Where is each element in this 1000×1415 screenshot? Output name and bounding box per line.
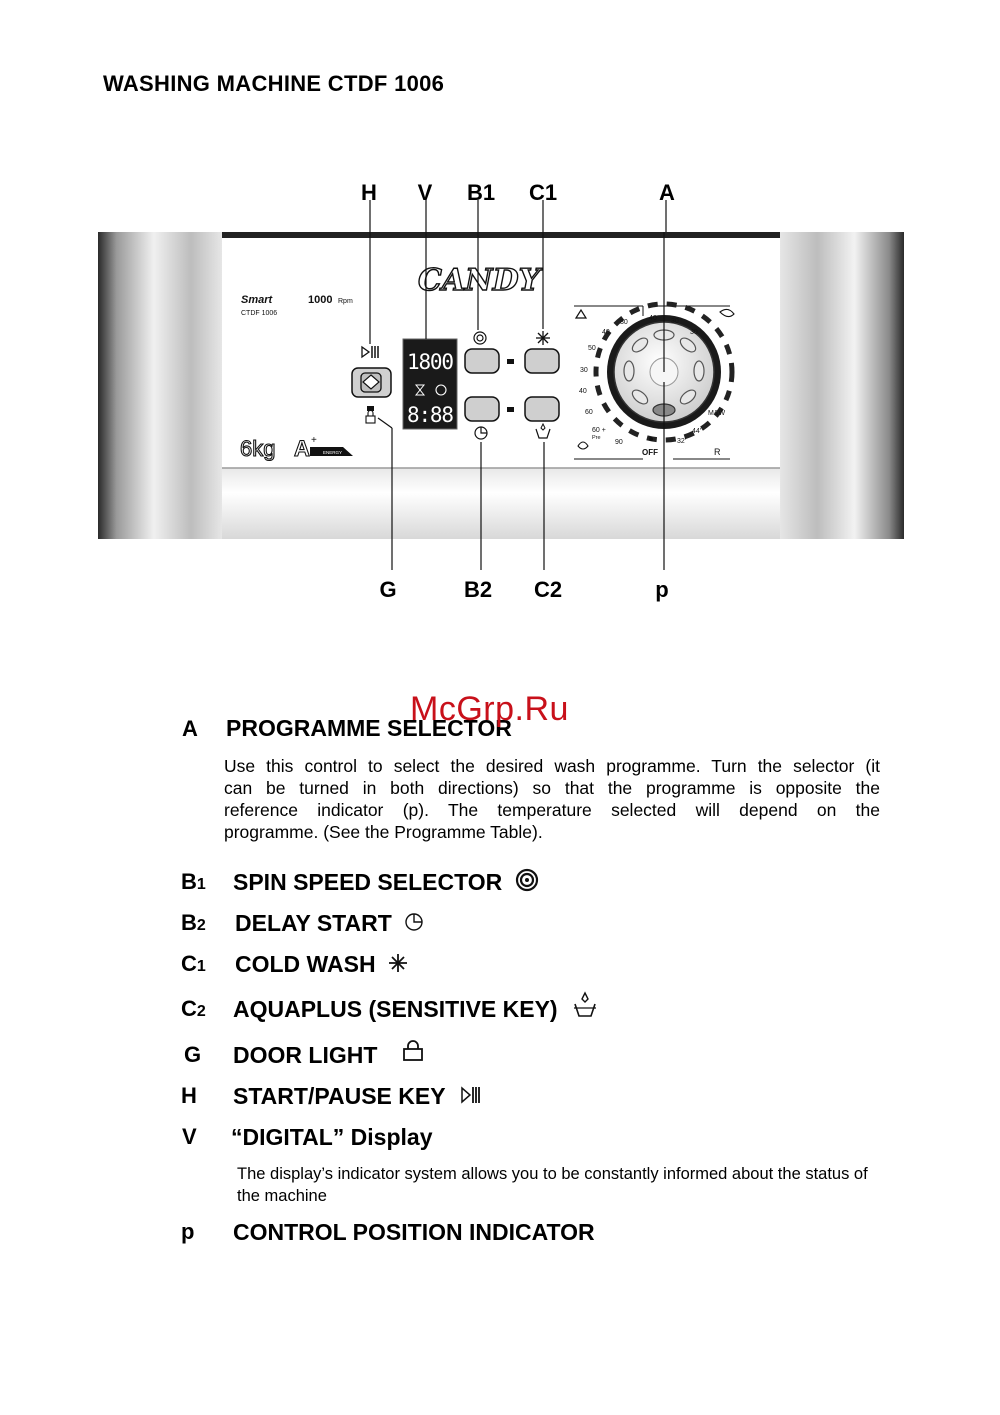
energy-class: A bbox=[294, 436, 310, 461]
item-c1-letter: C1 bbox=[181, 951, 206, 976]
svg-text:40: 40 bbox=[602, 329, 610, 336]
aquaplus-icon bbox=[572, 990, 598, 1020]
delay-start-icon bbox=[404, 912, 424, 932]
dial-off-label: OFF bbox=[642, 448, 658, 457]
svg-text:60: 60 bbox=[585, 409, 593, 416]
svg-text:30: 30 bbox=[620, 319, 628, 326]
item-g-letter: G bbox=[184, 1042, 202, 1067]
callout-b1: B1 bbox=[466, 180, 496, 205]
item-c1-title: COLD WASH bbox=[235, 951, 408, 978]
capacity-label: 6kg bbox=[240, 436, 276, 461]
svg-text:50: 50 bbox=[588, 345, 596, 352]
svg-text:30: 30 bbox=[580, 367, 588, 374]
item-a-description: Use this control to select the desired wash programme. Turn the selector (it can be turned in both directions) so that the programme is opposite the reference indicator (p). The temperature selected will depend on the programme. (See the Programme Table). bbox=[224, 756, 880, 842]
brand-logo: CANDY bbox=[418, 263, 541, 298]
callout-h: H bbox=[361, 180, 377, 205]
item-c2-letter: C2 bbox=[181, 996, 206, 1021]
item-b2-title: DELAY START bbox=[235, 910, 424, 937]
callout-c2: C2 bbox=[533, 577, 563, 602]
spin-speed-icon bbox=[515, 868, 539, 892]
svg-text:32': 32' bbox=[677, 438, 687, 445]
item-h-title: START/PAUSE KEY bbox=[233, 1083, 482, 1110]
model-line: Smart bbox=[241, 294, 273, 306]
watermark: McGrp.Ru bbox=[410, 690, 569, 728]
item-h-letter: H bbox=[181, 1083, 197, 1108]
start-pause-icon bbox=[460, 1085, 482, 1105]
item-b1-title: SPIN SPEED SELECTOR bbox=[233, 869, 539, 896]
item-a-letter: A bbox=[182, 716, 198, 741]
callout-a: A bbox=[659, 180, 675, 205]
item-b2-letter: B2 bbox=[181, 910, 206, 935]
model-code: CTDF 1006 bbox=[241, 310, 278, 317]
item-v-description: The display’s indicator system allows you to be constantly informed about the status of the machine bbox=[237, 1165, 868, 1205]
page-title: WASHING MACHINE CTDF 1006 bbox=[103, 71, 445, 96]
svg-text:40: 40 bbox=[579, 388, 587, 395]
svg-text:40: 40 bbox=[649, 315, 657, 322]
item-a-title: PROGRAMME SELECTOR bbox=[226, 715, 512, 741]
callout-c1: C1 bbox=[528, 180, 558, 205]
rpm-unit: Rpm bbox=[338, 298, 353, 305]
item-g-title: DOOR LIGHT bbox=[233, 1042, 424, 1069]
energy-word: ENERGY bbox=[323, 450, 343, 455]
callout-b2: B2 bbox=[463, 577, 493, 602]
item-v-title: “DIGITAL” Display bbox=[231, 1124, 433, 1150]
item-p-letter: p bbox=[181, 1219, 195, 1244]
door-lock-icon bbox=[402, 1040, 424, 1062]
rpm-value: 1000 bbox=[308, 294, 333, 306]
display-bottom-readout: 8:88 bbox=[407, 403, 454, 427]
callout-v: V bbox=[417, 180, 433, 205]
snowflake-icon bbox=[388, 953, 408, 973]
item-v-letter: V bbox=[182, 1124, 197, 1149]
callout-p: p bbox=[655, 577, 669, 602]
display-top-readout: 1800 bbox=[407, 350, 454, 374]
item-b1-letter: B1 bbox=[181, 869, 206, 894]
svg-text:R: R bbox=[714, 447, 721, 457]
svg-text:M&W: M&W bbox=[708, 410, 726, 417]
item-p-title: CONTROL POSITION INDICATOR bbox=[233, 1219, 595, 1245]
callout-g: G bbox=[379, 577, 397, 602]
svg-text:30: 30 bbox=[671, 318, 679, 325]
svg-text:Pre: Pre bbox=[592, 435, 601, 441]
energy-plus: + bbox=[311, 435, 317, 446]
leader-extensions bbox=[98, 200, 904, 580]
svg-text:30: 30 bbox=[690, 329, 698, 336]
svg-text:44': 44' bbox=[692, 428, 702, 435]
svg-text:60 +: 60 + bbox=[592, 427, 606, 434]
svg-text:90: 90 bbox=[615, 439, 623, 446]
item-c2-title: AQUAPLUS (SENSITIVE KEY) bbox=[233, 996, 598, 1023]
